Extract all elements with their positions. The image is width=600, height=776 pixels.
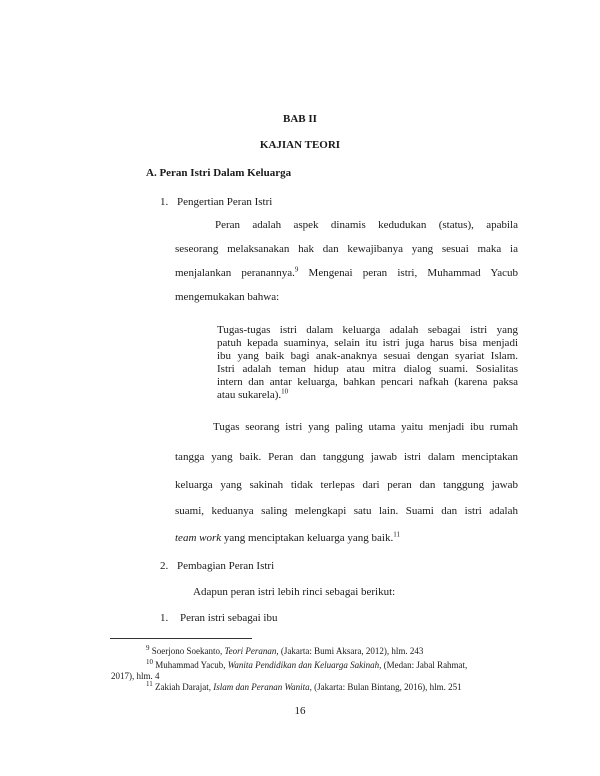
footnote-11-publisher: , (Jakarta: Bulan Bintang, 2016), hlm. 251 [309, 682, 462, 692]
subsection-1-heading [160, 196, 272, 208]
subsection-2-number: 2. [160, 560, 169, 572]
quote-line-4: Istri adalah teman hidup atau mitra dialog suami. Sosialitas [217, 363, 518, 375]
footnote-9-number: 9 [146, 644, 150, 652]
subsection-2-title: Pembagian Peran Istri [177, 560, 275, 572]
page-number: 16 [294, 705, 306, 717]
p2-line-5-rest: yang menciptakan keluarga yang baik. [221, 532, 394, 544]
subsection-2-intro: Adapun peran istri lebih rinci sebagai berikut: [193, 586, 396, 598]
quote-line-1: Tugas-tugas istri dalam keluarga adalah sebagai istri yang [217, 324, 518, 336]
footnote-10-publisher: , (Medan: Jabal Rahmat, [379, 660, 468, 670]
footnote-9-title: Teori Peranan [224, 646, 277, 656]
footnote-10-title: Wanita Pendidikan dan Keluarga Sakinah [227, 660, 380, 670]
section-heading: A. Peran Istri Dalam Keluarga [146, 167, 292, 179]
chapter-title: KAJIAN TEORI [259, 139, 341, 151]
p2-line-4: suami, keduanya saling melengkapi satu lain. Suami dan istri adalah [175, 505, 518, 517]
subsection-2-heading [160, 560, 274, 572]
footnote-9 [146, 646, 423, 657]
footnote-9-author: Soerjono Soekanto, [149, 646, 225, 656]
footnote-10-author: Muhammad Yacub, [153, 660, 228, 670]
p1-line-2: seseorang melaksanakan hak dan kewajibanya yang sesuai maka ia [175, 243, 518, 255]
quote-line-6-text: atau sukarela). [217, 389, 282, 401]
footnote-11-author: Zakiah Darajat, [152, 682, 214, 692]
quote-line-2: patuh kepada suaminya, selain itu istri juga harus bisa menjadi [217, 337, 518, 349]
chapter-number: BAB II [283, 113, 317, 125]
p1-line-3-text: menjalankan peranannya. [175, 267, 295, 279]
p2-line-1: Tugas seorang istri yang paling utama yaitu menjadi ibu rumah [213, 421, 518, 433]
footnote-11 [146, 682, 462, 693]
list-item-1-number: 1. [160, 612, 169, 624]
p2-line-2: tangga yang baik. Peran dan tanggung jawab istri dalam menciptakan [175, 451, 518, 463]
quote-line-5: intern dan antar keluarga, bahkan pencari nafkah (karena paksa [217, 376, 518, 388]
quote-line-3: ibu yang baik bagi anak-anaknya sesuai dengan syariat Islam. [217, 350, 518, 362]
p1-line-1: Peran adalah aspek dinamis kedudukan (status), apabila [215, 219, 518, 231]
list-item-1 [160, 612, 277, 624]
footnote-ref-11[interactable]: 11 [393, 530, 400, 539]
footnote-9-publisher: , (Jakarta: Bumi Aksara, 2012), hlm. 243 [276, 646, 424, 656]
footnote-10-number: 10 [146, 658, 153, 666]
footnote-ref-10[interactable]: 10 [281, 387, 289, 396]
subsection-1-number: 1. [160, 196, 169, 208]
p1-line-4: mengemukakan bahwa: [175, 291, 280, 303]
p1-line-3 [175, 267, 518, 279]
p1-line-3-rest: Mengenai peran istri, Muhammad Yacub [298, 267, 518, 279]
footnote-10-continued: 2017), hlm. 4 [111, 671, 160, 681]
footnote-separator [110, 638, 252, 639]
list-item-1-text: Peran istri sebagai ibu [180, 612, 278, 624]
p2-italic-term: team work [175, 532, 222, 544]
p2-line-5 [175, 532, 400, 544]
subsection-1-title: Pengertian Peran Istri [177, 196, 273, 208]
footnote-10 [146, 660, 467, 671]
footnote-11-title: Islam dan Peranan Wanita [213, 682, 310, 692]
footnote-11-number: 11 [146, 680, 153, 688]
quote-line-6 [217, 389, 288, 403]
p2-line-3: keluarga yang sakinah tidak terlepas dari peran dan tanggung jawab [175, 479, 518, 491]
footnote-ref-9[interactable]: 9 [294, 265, 299, 274]
